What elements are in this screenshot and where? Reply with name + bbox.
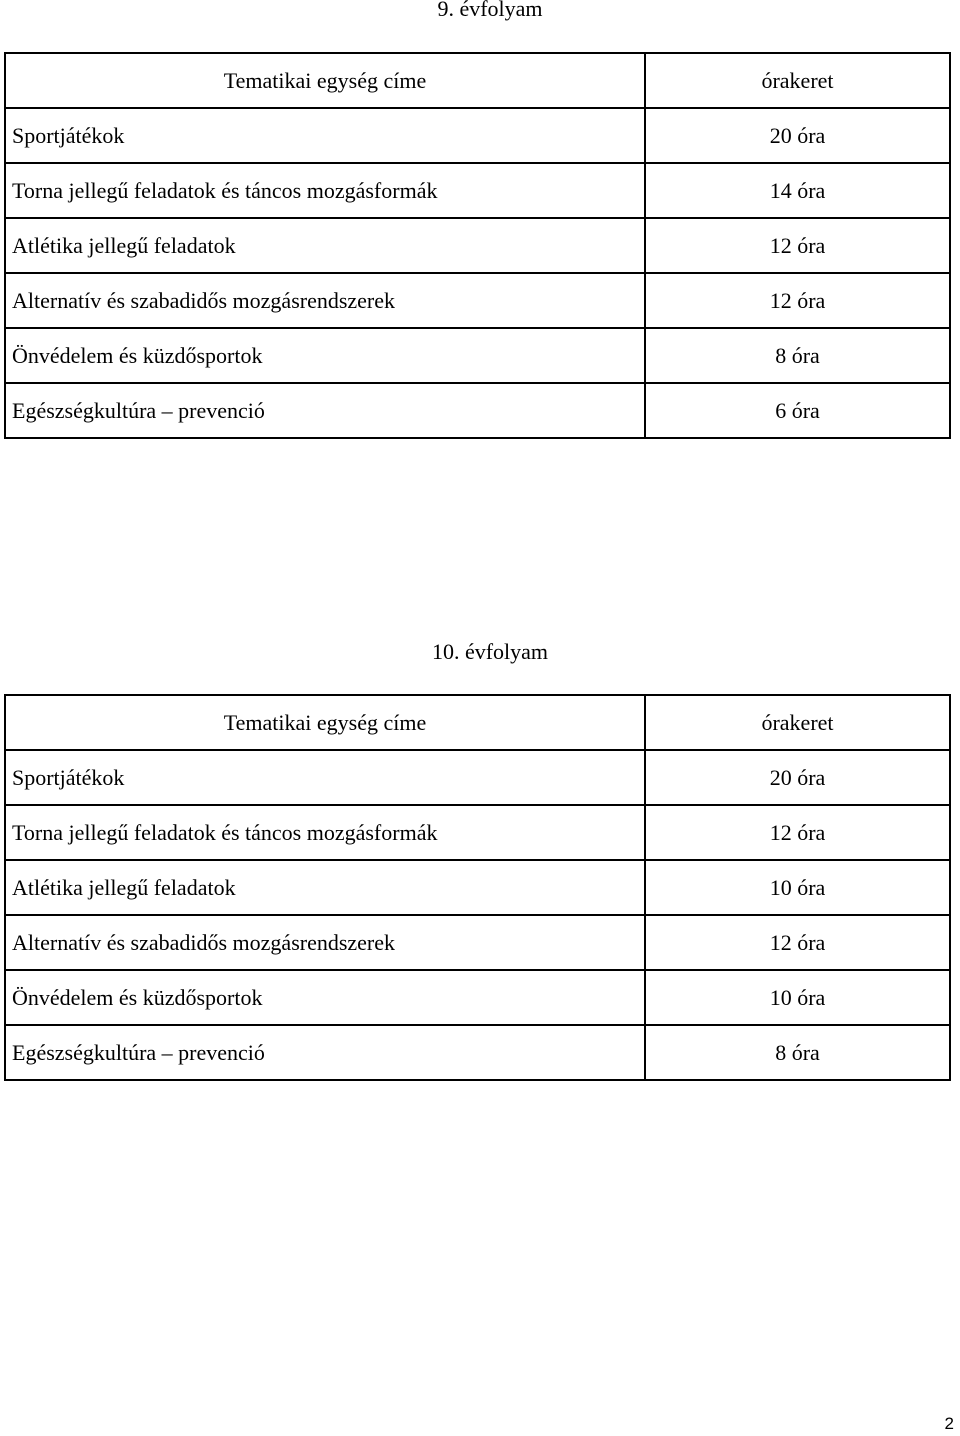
hours-cell: 10 óra [645, 860, 950, 915]
table-row [5, 218, 950, 273]
hours-cell: 14 óra [645, 163, 950, 218]
table-row [5, 805, 950, 860]
hours-cell: 6 óra [645, 383, 950, 438]
hours-cell: 8 óra [645, 1025, 950, 1080]
topic-cell: Sportjátékok [5, 108, 645, 163]
topic-cell: Egészségkultúra – prevenció [5, 1025, 645, 1080]
table-row [5, 273, 950, 328]
hours-cell: 20 óra [645, 108, 950, 163]
column-header-topic: Tematikai egység címe [5, 53, 645, 108]
topic-cell: Önvédelem és küzdősportok [5, 328, 645, 383]
topic-cell: Önvédelem és küzdősportok [5, 970, 645, 1025]
topic-cell: Egészségkultúra – prevenció [5, 383, 645, 438]
hours-cell: 20 óra [645, 750, 950, 805]
page-number: 2 [944, 1414, 954, 1433]
grade-10-title: 10. évfolyam [431, 639, 549, 664]
table-header-row [5, 695, 950, 750]
table-row [5, 970, 950, 1025]
column-header-hours: órakeret [645, 53, 950, 108]
topic-cell: Torna jellegű feladatok és táncos mozgásformák [5, 805, 645, 860]
table-row [5, 1025, 950, 1080]
hours-cell: 12 óra [645, 805, 950, 860]
topic-cell: Sportjátékok [5, 750, 645, 805]
table-row [5, 860, 950, 915]
table-header-row [5, 53, 950, 108]
grade-10-table [4, 694, 951, 1081]
hours-cell: 8 óra [645, 328, 950, 383]
table-row [5, 163, 950, 218]
grade-9-title: 9. évfolyam [437, 0, 543, 21]
hours-cell: 12 óra [645, 273, 950, 328]
table-row [5, 750, 950, 805]
topic-cell: Alternatív és szabadidős mozgásrendszerek [5, 915, 645, 970]
grade-9-table [4, 52, 951, 439]
table-row [5, 915, 950, 970]
topic-cell: Atlétika jellegű feladatok [5, 218, 645, 273]
hours-cell: 10 óra [645, 970, 950, 1025]
table-row [5, 328, 950, 383]
table-row [5, 108, 950, 163]
column-header-hours: órakeret [645, 695, 950, 750]
hours-cell: 12 óra [645, 218, 950, 273]
topic-cell: Alternatív és szabadidős mozgásrendszerek [5, 273, 645, 328]
table-row [5, 383, 950, 438]
topic-cell: Torna jellegű feladatok és táncos mozgásformák [5, 163, 645, 218]
hours-cell: 12 óra [645, 915, 950, 970]
topic-cell: Atlétika jellegű feladatok [5, 860, 645, 915]
column-header-topic: Tematikai egység címe [5, 695, 645, 750]
